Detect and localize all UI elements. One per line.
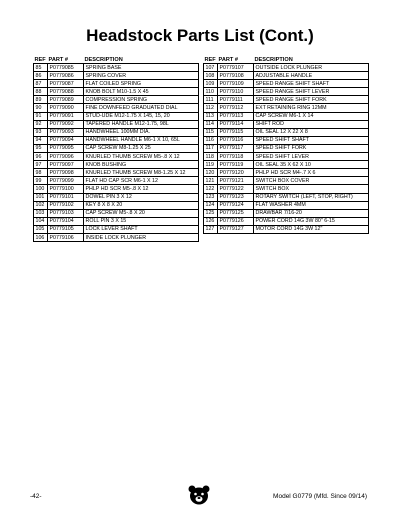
table-row (34, 128, 199, 136)
table-row (34, 153, 199, 161)
ref-cell: 116 (204, 136, 218, 144)
table-row (34, 217, 199, 225)
ref-cell: 112 (204, 104, 218, 112)
ref-cell: 124 (204, 201, 218, 209)
table-row (34, 104, 199, 112)
description-cell: ADJUSTABLE HANDLE (254, 72, 369, 80)
table-row (204, 177, 369, 185)
part-number-header: PART # (48, 56, 68, 63)
part-number-cell: P0779112 (218, 104, 254, 112)
description-cell: KNURLED THUMB SCREW M5-.8 X 12 (84, 153, 199, 161)
table-row (34, 88, 199, 96)
table-row (34, 209, 199, 217)
parts-table-left (33, 56, 199, 242)
ref-cell: 91 (34, 112, 48, 120)
description-cell: SPEED RANGE SHIFT SHAFT (254, 80, 369, 88)
ref-cell: 90 (34, 104, 48, 112)
ref-cell: 98 (34, 169, 48, 177)
part-number-cell: P0779120 (218, 169, 254, 177)
table-row (34, 201, 199, 209)
part-number-cell: P0779086 (48, 72, 84, 80)
description-cell: SWITCH BOX (254, 185, 369, 193)
description-cell: FLAT WASHER 4MM (254, 201, 369, 209)
table-row (34, 72, 199, 80)
description-cell: COMPRESSION SPRING (84, 96, 199, 104)
description-cell: FLAT COILED SPRING (84, 80, 199, 88)
ref-cell: 97 (34, 161, 48, 169)
table-row (34, 225, 199, 233)
description-cell: CAP SCREW M5-.8 X 20 (84, 209, 199, 217)
description-cell: KNOB BOLT M10-1.5 X 45 (84, 88, 199, 96)
table-row (34, 136, 199, 144)
part-number-cell: P0779126 (218, 217, 254, 225)
description-header: DESCRIPTION (84, 56, 123, 63)
table-row (34, 161, 199, 169)
table-header-row (204, 56, 369, 64)
part-number-cell: P0779091 (48, 112, 84, 120)
bear-head-logo-icon (188, 485, 210, 505)
description-cell: FINE DOWNFEED GRADUATED DIAL (84, 104, 199, 112)
ref-header: REF (34, 56, 46, 63)
ref-cell: 117 (204, 144, 218, 152)
ref-cell: 101 (34, 193, 48, 201)
description-cell: DOWEL PIN 3 X 12 (84, 193, 199, 201)
part-number-cell: P0779097 (48, 161, 84, 169)
description-cell: SHIFT ROD (254, 120, 369, 128)
part-number-cell: P0779103 (48, 209, 84, 217)
part-number-cell: P0779107 (218, 64, 254, 72)
table-row (204, 144, 369, 152)
part-number-cell: P0779119 (218, 161, 254, 169)
description-cell: SPRING COVER (84, 72, 199, 80)
page-title: Headstock Parts List (Cont.) (86, 26, 314, 45)
ref-cell: 109 (204, 80, 218, 88)
description-cell: MOTOR CORD 14G 3W 12" (254, 225, 369, 233)
part-number-cell: P0779098 (48, 169, 84, 177)
part-number-cell: P0779085 (48, 64, 84, 72)
part-number-cell: P0779116 (218, 136, 254, 144)
ref-cell: 126 (204, 217, 218, 225)
part-number-cell: P0779125 (218, 209, 254, 217)
part-number-cell: P0779092 (48, 120, 84, 128)
part-number-cell: P0779108 (218, 72, 254, 80)
part-number-cell: P0779127 (218, 225, 254, 233)
ref-cell: 85 (34, 64, 48, 72)
table-row (204, 80, 369, 88)
table-row (34, 233, 199, 241)
description-cell: POWER CORD 14G 3W 80" 6-15 (254, 217, 369, 225)
part-number-cell: P0779122 (218, 185, 254, 193)
description-cell: KNURLED THUMB SCREW M8-1.25 X 12 (84, 169, 199, 177)
description-cell: SPEED SHIFT SHAFT (254, 136, 369, 144)
table-row (34, 96, 199, 104)
description-cell: KEY 8 X 8 X 20 (84, 201, 199, 209)
table-row (34, 169, 199, 177)
ref-cell: 93 (34, 128, 48, 136)
ref-cell: 119 (204, 161, 218, 169)
ref-cell: 113 (204, 112, 218, 120)
table-row (204, 209, 369, 217)
part-number-cell: P0779087 (48, 80, 84, 88)
description-cell: HANDWHEEL 100MM DIA. (84, 128, 199, 136)
ref-cell: 105 (34, 225, 48, 233)
ref-cell: 103 (34, 209, 48, 217)
ref-cell: 127 (204, 225, 218, 233)
description-cell: HANDWHEEL HANDLE M6-1 X 10, 65L (84, 136, 199, 144)
ref-cell: 106 (34, 233, 48, 241)
part-number-cell: P0779113 (218, 112, 254, 120)
table-row (204, 201, 369, 209)
table-row (34, 120, 199, 128)
description-cell: SPEED RANGE SHIFT FORK (254, 96, 369, 104)
part-number-cell: P0779088 (48, 88, 84, 96)
part-number-cell: P0779118 (218, 153, 254, 161)
ref-cell: 110 (204, 88, 218, 96)
ref-cell: 100 (34, 185, 48, 193)
table-row (204, 72, 369, 80)
part-number-cell: P0779111 (218, 96, 254, 104)
table-row (204, 112, 369, 120)
description-cell: LOCK LEVER SHAFT (84, 225, 199, 233)
table-row (204, 88, 369, 96)
description-cell: ROLL PIN 3 X 15 (84, 217, 199, 225)
ref-cell: 95 (34, 144, 48, 152)
description-cell: OIL SEAL 12 X 22 X 8 (254, 128, 369, 136)
table-row (204, 104, 369, 112)
table-row (204, 161, 369, 169)
ref-cell: 111 (204, 96, 218, 104)
description-cell: KNOB BUSHING (84, 161, 199, 169)
part-number-cell: P0779105 (48, 225, 84, 233)
table-row (204, 185, 369, 193)
part-number-cell: P0779115 (218, 128, 254, 136)
part-number-cell: P0779093 (48, 128, 84, 136)
part-number-cell: P0779110 (218, 88, 254, 96)
ref-cell: 89 (34, 96, 48, 104)
ref-header: REF (204, 56, 216, 63)
part-number-cell: P0779109 (218, 80, 254, 88)
ref-cell: 123 (204, 193, 218, 201)
table-row (34, 193, 199, 201)
ref-cell: 114 (204, 120, 218, 128)
part-number-cell: P0779101 (48, 193, 84, 201)
table-row (204, 225, 369, 233)
description-cell: SPRING BASE (84, 64, 199, 72)
ref-cell: 122 (204, 185, 218, 193)
part-number-cell: P0779100 (48, 185, 84, 193)
model-footer: Model G0779 (Mfd. Since 09/14) (273, 493, 367, 500)
table-row (204, 217, 369, 225)
ref-cell: 104 (34, 217, 48, 225)
part-number-cell: P0779104 (48, 217, 84, 225)
ref-cell: 102 (34, 201, 48, 209)
table-row (34, 185, 199, 193)
ref-cell: 125 (204, 209, 218, 217)
parts-table-right (203, 56, 369, 234)
table-row (34, 80, 199, 88)
table-row (204, 120, 369, 128)
part-number-cell: P0779124 (218, 201, 254, 209)
ref-cell: 121 (204, 177, 218, 185)
table-row (204, 136, 369, 144)
description-cell: STUD-UDE M12-1.75 X 145, 15, 20 (84, 112, 199, 120)
ref-cell: 107 (204, 64, 218, 72)
table-row (34, 177, 199, 185)
description-cell: SPEED RANGE SHIFT LEVER (254, 88, 369, 96)
part-number-cell: P0779096 (48, 153, 84, 161)
table-row (204, 64, 369, 72)
ref-cell: 115 (204, 128, 218, 136)
description-cell: INSIDE LOCK PLUNGER (84, 233, 199, 241)
part-number-cell: P0779089 (48, 96, 84, 104)
description-cell: CAP SCREW M8-1.25 X 25 (84, 144, 199, 152)
table-row (34, 64, 199, 72)
description-cell: SPEED SHIFT LEVER (254, 153, 369, 161)
description-cell: SWITCH BOX COVER (254, 177, 369, 185)
table-row (204, 153, 369, 161)
ref-cell: 108 (204, 72, 218, 80)
part-number-cell: P0779095 (48, 144, 84, 152)
part-number-cell: P0779121 (218, 177, 254, 185)
table-row (204, 96, 369, 104)
part-number-cell: P0779117 (218, 144, 254, 152)
ref-cell: 87 (34, 80, 48, 88)
description-cell: TAPERED HANDLE M12-1.75, 98L (84, 120, 199, 128)
description-cell: OIL SEAL 35 X 62 X 10 (254, 161, 369, 169)
page-number: -42- (30, 493, 42, 500)
part-number-cell: P0779106 (48, 233, 84, 241)
ref-cell: 86 (34, 72, 48, 80)
description-cell: OUTSIDE LOCK PLUNGER (254, 64, 369, 72)
part-number-cell: P0779090 (48, 104, 84, 112)
description-cell: PHLP HD SCR M5-.8 X 12 (84, 185, 199, 193)
description-header: DESCRIPTION (254, 56, 293, 63)
table-row (204, 128, 369, 136)
ref-cell: 118 (204, 153, 218, 161)
description-cell: DRAWBAR 7/16-20 (254, 209, 369, 217)
ref-cell: 120 (204, 169, 218, 177)
description-cell: CAP SCREW M6-1 X 14 (254, 112, 369, 120)
description-cell: FLAT HD CAP SCR M6-1 X 12 (84, 177, 199, 185)
ref-cell: 94 (34, 136, 48, 144)
ref-cell: 88 (34, 88, 48, 96)
table-row (34, 144, 199, 152)
part-number-header: PART # (218, 56, 238, 63)
description-cell: PHLP HD SCR M4-.7 X 6 (254, 169, 369, 177)
part-number-cell: P0779114 (218, 120, 254, 128)
part-number-cell: P0779102 (48, 201, 84, 209)
part-number-cell: P0779099 (48, 177, 84, 185)
description-cell: ROTARY SWITCH (LEFT, STOP, RIGHT) (254, 193, 369, 201)
description-cell: SPEED SHIFT FORK (254, 144, 369, 152)
ref-cell: 99 (34, 177, 48, 185)
table-row (204, 193, 369, 201)
table-row (34, 112, 199, 120)
ref-cell: 96 (34, 153, 48, 161)
part-number-cell: P0779094 (48, 136, 84, 144)
description-cell: EXT RETAINING RING 12MM (254, 104, 369, 112)
table-row (204, 169, 369, 177)
table-header-row (34, 56, 199, 64)
part-number-cell: P0779123 (218, 193, 254, 201)
ref-cell: 92 (34, 120, 48, 128)
